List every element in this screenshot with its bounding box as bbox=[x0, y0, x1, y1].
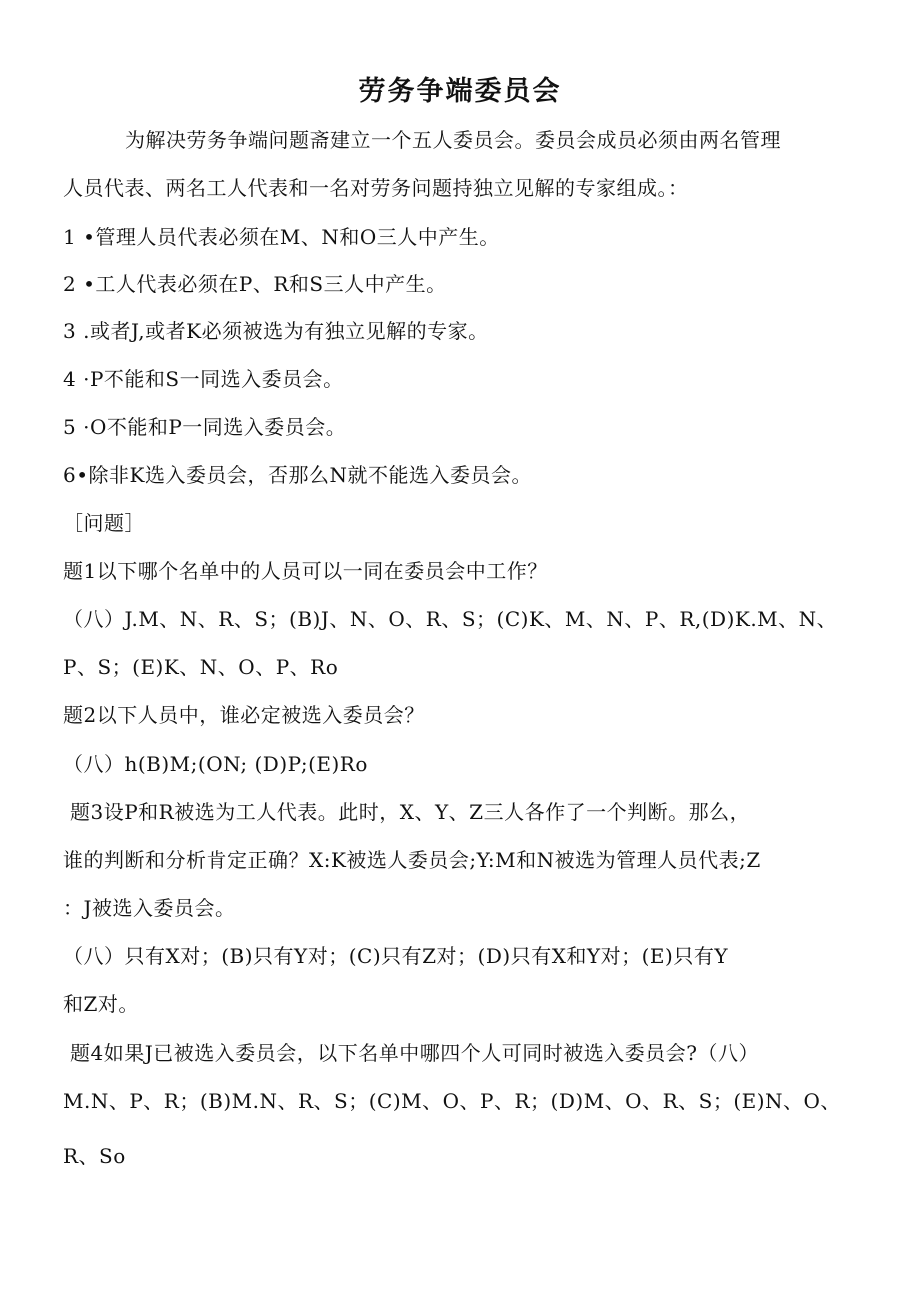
rule-item: 4 ·P不能和S一同选入委员会。 bbox=[63, 367, 344, 391]
question-stem: 谁的判断和分析肯定正确？X:K被选人委员会;Y:M和N被选为管理人员代表;Z bbox=[63, 848, 761, 872]
question-options: （八）只有X对；(B)只有Y对；(C)只有Z对；(D)只有X和Y对；(E)只有Y bbox=[63, 944, 729, 968]
intro-line: 人员代表、两名工人代表和一名对劳务问题持独立见解的专家组成。： bbox=[63, 176, 689, 200]
question-stem: 题1以下哪个名单中的人员可以一同在委员会中工作？ bbox=[63, 559, 548, 583]
rule-item: 6•除非K选入委员会，否那么N就不能选入委员会。 bbox=[63, 463, 532, 487]
question-options: （八）h(B)M;(ON; (D)P;(E)Ro bbox=[63, 752, 368, 776]
question-stem: 题2以下人员中，谁必定被选入委员会？ bbox=[63, 703, 425, 727]
question-options: 和Z对。 bbox=[63, 992, 139, 1016]
document-title: 劳务争端委员会 bbox=[358, 76, 562, 107]
question-stem: 题3设P和R被选为工人代表。此时，X、Y、Z三人各作了一个判断。那么， bbox=[70, 800, 751, 824]
question-options: R、So bbox=[63, 1144, 126, 1168]
rule-item: 1 •管理人员代表必须在M、N和O三人中产生。 bbox=[63, 225, 500, 249]
rule-item: 2 •工人代表必须在P、R和S三人中产生。 bbox=[63, 272, 447, 296]
intro-line: 为解决劳务争端问题斋建立一个五人委员会。委员会成员必须由两名管理 bbox=[125, 128, 781, 152]
questions-heading: ［问题］ bbox=[63, 511, 145, 535]
rule-item: 3 .或者J,或者K必须被选为有独立见解的专家。 bbox=[63, 319, 489, 343]
question-options: （八）J.M、N、R、S；(B)J、N、O、R、S；(C)K、M、N、P、R,(D)K.M、N、 bbox=[63, 607, 838, 631]
question-stem: ：J被选入委员会。 bbox=[63, 896, 236, 920]
question-stem: 题4如果J已被选入委员会，以下名单中哪四个人可同时被选入委员会?（八） bbox=[70, 1041, 759, 1065]
question-options: M.N、P、R；(B)M.N、R、S；(C)M、O、P、R；(D)M、O、R、S；(E)N、O、 bbox=[63, 1089, 841, 1113]
question-options: P、S；(E)K、N、O、P、Ro bbox=[63, 655, 339, 679]
rule-item: 5 ·O不能和P一同选入委员会。 bbox=[63, 415, 347, 439]
